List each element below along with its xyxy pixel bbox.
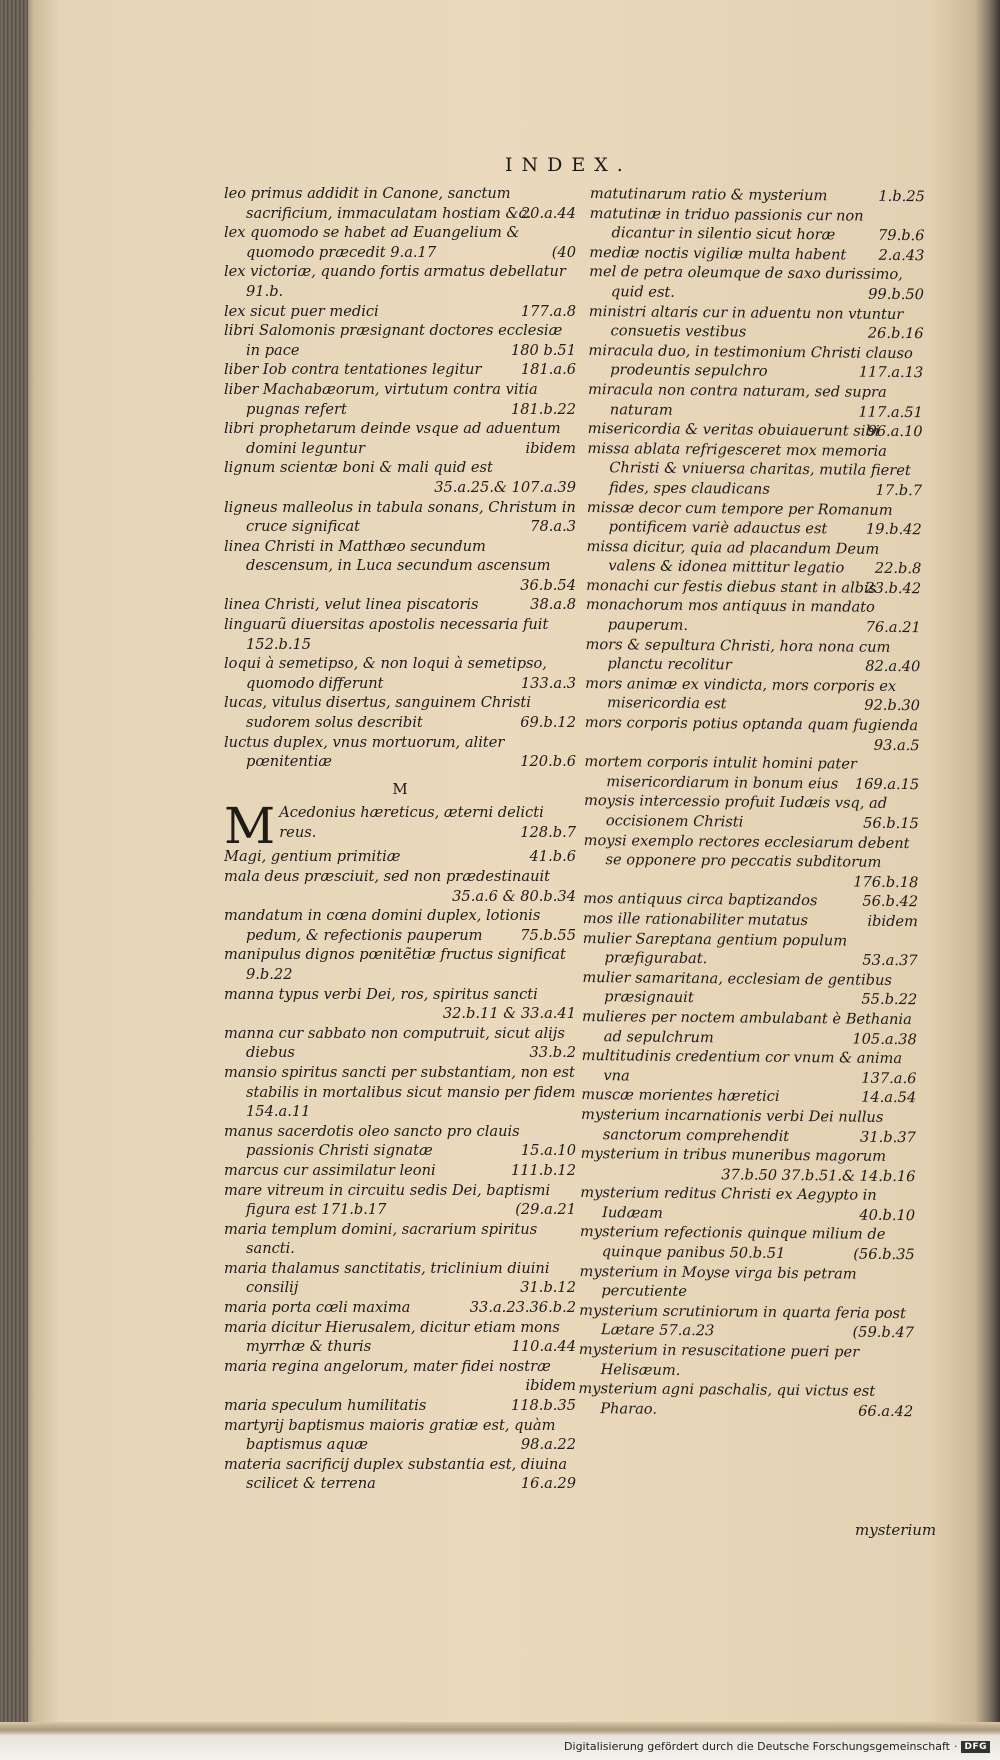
left-column	[224, 184, 576, 1494]
index-entry	[584, 791, 919, 833]
entry-text: monachi cur festis diebus stant in albis	[586, 576, 877, 597]
index-entry	[224, 1122, 576, 1161]
entry-locator: (56.b.35	[853, 1245, 915, 1264]
entry-locator: 15.a.10	[520, 1142, 576, 1160]
index-entry	[224, 321, 576, 360]
entry-locator: ibidem	[525, 1377, 576, 1395]
index-entry	[224, 262, 576, 301]
entry-locator: 23.b.42	[865, 579, 922, 598]
entry-text: mos ille rationabiliter mutatus	[582, 909, 809, 930]
entry-text: leo primus addidit in Canone, sanctum sacrificium, immaculatam hostiam &c.	[224, 185, 532, 222]
entry-text: maria porta cœli maxima	[224, 1299, 411, 1317]
index-entry	[224, 302, 576, 322]
entry-locator: 19.b.42	[865, 520, 922, 539]
entry-text: manipulus dignos pœnitẽtiæ fructus significat 9.b.22	[224, 946, 566, 983]
entry-locator: 105.a.38	[852, 1030, 917, 1048]
entry-locator: 66.a.42	[858, 1402, 914, 1420]
entry-text: lex victoriæ, quando fortis armatus debellatur 91.b.	[224, 263, 566, 300]
index-entry	[224, 1161, 576, 1181]
entry-text: mors corporis potius optanda quam fugienda	[584, 714, 919, 735]
entry-locator: 99.b.50	[868, 285, 925, 304]
entry-text: marcus cur assimilatur leoni	[224, 1161, 436, 1179]
entry-text: mulier Sareptana gentium populum præfigurabat.	[582, 929, 848, 968]
index-entry	[224, 654, 576, 693]
entry-locator: 176.b.18	[853, 873, 919, 891]
entry-text: manna cur sabbato non computruit, sicut alijs diebus	[224, 1024, 565, 1062]
index-entry	[224, 985, 576, 1024]
entry-locator: 117.a.51	[858, 403, 923, 421]
book-page-edge	[0, 0, 28, 1760]
left-entries	[224, 184, 576, 772]
entry-text: mortem corporis intulit homini pater misericordiarum in bonum eius	[584, 753, 858, 793]
entry-locator: 133.a.3	[520, 674, 576, 692]
index-entry	[582, 968, 917, 1010]
entry-text: lex quomodo se habet ad Euangelium & quomodo præcedit 9.a.17	[224, 224, 520, 261]
entry-locator: 120.b.6	[520, 753, 576, 771]
entry-locator: 40.b.10	[859, 1206, 916, 1225]
dfg-logo: DFG	[961, 1741, 990, 1753]
entry-locator: 96.a.10	[867, 422, 923, 441]
entry-locator: 41.b.6	[529, 848, 576, 866]
entry-locator: 1.b.25	[878, 187, 925, 206]
entry-locator: 22.b.8	[874, 560, 922, 578]
index-entry	[224, 1181, 576, 1220]
entry-text: multitudinis credentium cor vnum & anima vna	[581, 1047, 903, 1085]
entry-text: mysterium in Moyse virga bis petram percutiente	[579, 1262, 857, 1301]
entry-text: maria templum domini, sacrarium spiritus sancti.	[224, 1220, 538, 1258]
entry-locator: 75.b.55	[520, 926, 576, 944]
entry-locator: 26.b.16	[867, 324, 924, 343]
entry-locator: 53.a.37	[862, 951, 918, 970]
entry-text: maria thalamus sanctitatis, triclinium diuini consilij	[224, 1259, 550, 1297]
entry-text: manna typus verbi Dei, ros, spiritus sancti	[224, 985, 538, 1003]
right-entries	[578, 184, 925, 1422]
index-entry	[224, 1220, 576, 1259]
drop-cap: M	[224, 797, 276, 856]
entry-locator: ibidem	[867, 912, 919, 931]
index-entry	[580, 1183, 915, 1225]
index-entry	[224, 1455, 576, 1494]
entry-locator: 181.b.22	[510, 400, 576, 418]
index-entry	[224, 945, 576, 984]
index-entry	[581, 1046, 916, 1088]
index-entry	[585, 713, 920, 755]
entry-text: loqui à semetipso, & non loqui à semetipso, quomodo differunt	[224, 655, 547, 692]
index-entry	[589, 262, 924, 304]
entry-text: materia sacrificij duplex substantia est, diuina scilicet & terrena	[224, 1455, 568, 1493]
entry-locator: 79.b.6	[877, 226, 925, 245]
entry-text: missæ decor cum tempore per Romanum pontificem variè adauctus est	[586, 498, 893, 538]
entry-text: mandatum in cœna domini duplex, lotionis pedum, & refectionis pauperum	[224, 907, 541, 944]
index-entry	[224, 867, 576, 906]
entry-text: ministri altaris cur in aduentu non vtuntur consuetis vestibus	[588, 302, 904, 341]
index-entry	[224, 693, 576, 732]
entry-text: missa ablata refrigesceret mox memoria Christi & vniuersa charitas, mutila fieret fides, spes claudicans	[587, 439, 911, 498]
entry-text: mysterium in tribus muneribus magorum	[580, 1145, 887, 1165]
entry-text: mors animæ ex vindicta, mors corporis ex misericordia est	[585, 674, 897, 713]
index-entry	[580, 1222, 915, 1264]
entry-locator: 38.a.8	[530, 596, 576, 614]
entry-locator: 93.a.5	[873, 736, 920, 754]
index-entry	[582, 1007, 917, 1049]
index-entry	[588, 341, 923, 383]
entry-text: Acedonius hæreticus, æterni delicti reus.	[279, 804, 544, 841]
entry-locator: 56.b.42	[862, 893, 919, 911]
entry-locator: 36.b.54	[520, 576, 576, 594]
index-entry	[582, 929, 917, 971]
index-entry	[581, 1105, 916, 1147]
entry-text: mulier samaritana, ecclesiam de gentibus præsignauit	[582, 968, 892, 1007]
index-entry	[224, 847, 576, 867]
entry-locator: 137.a.6	[861, 1069, 917, 1087]
entry-locator: (59.b.47	[852, 1324, 915, 1342]
entry-text: mysterium reditus Christi ex Aegypto in Iudæam	[580, 1184, 877, 1222]
index-entry	[224, 458, 576, 497]
entry-text: mos antiquus circa baptizandos	[583, 890, 818, 910]
entry-text: misericordia & veritas obuiauerunt sibi	[587, 420, 880, 440]
entry-locator: 31.b.12	[520, 1279, 576, 1297]
entry-text: miracula non contra naturam, sed supra naturam	[587, 380, 887, 419]
entry-text: mansio spiritus sancti per substantiam, non est stabilis in mortalibus sicut mansio per fidem 154.a.11	[224, 1063, 576, 1121]
entry-locator: 78.a.3	[530, 518, 576, 536]
entry-text: mysterium agni paschalis, qui victus est Pharao.	[578, 1380, 876, 1418]
entry-text: mysterium refectionis quinque milium de quinque panibus 50.b.51	[579, 1223, 886, 1262]
index-entry	[585, 674, 920, 716]
index-entry	[224, 184, 576, 223]
index-entry	[579, 1340, 914, 1382]
entry-locator: 32.b.11 & 33.a.41	[442, 1005, 576, 1023]
page-title: INDEX.	[505, 154, 632, 176]
index-entry	[588, 302, 923, 344]
index-entry	[224, 733, 576, 772]
entry-text: matutinarum ratio & mysterium	[589, 184, 828, 205]
entry-text: mare vitreum in circuitu sedis Dei, baptismi figura est 171.b.17	[224, 1181, 551, 1219]
right-column	[578, 184, 925, 1422]
index-entry	[224, 419, 576, 458]
entry-locator: ibidem	[525, 439, 576, 457]
section-letter: M	[392, 779, 408, 798]
entry-locator: 111.b.12	[510, 1161, 576, 1179]
entry-locator: 69.b.12	[520, 714, 576, 732]
entry-locator: 35.a.6 & 80.b.34	[452, 887, 576, 905]
credit-text: Digitalisierung gefördert durch die Deutsche Forschungsgemeinschaft	[564, 1740, 950, 1753]
index-entry	[224, 1416, 576, 1455]
m-entries	[224, 847, 576, 1494]
index-entry	[224, 906, 576, 945]
entry-text: mysterium in resuscitatione pueri per Helisæum.	[578, 1340, 860, 1379]
entry-locator: 31.b.37	[860, 1128, 916, 1146]
entry-locator: 177.a.8	[520, 302, 576, 320]
entry-text: libri Salomonis præsignant doctores ecclesiæ in pace	[224, 322, 563, 359]
index-entry	[583, 831, 919, 893]
entry-locator: 33.b.2	[529, 1044, 576, 1062]
index-entry	[590, 184, 925, 207]
entry-text: moysi exemplo rectores ecclesiarum debent se opponere pro peccatis subditorum	[583, 831, 910, 872]
entry-text: maria regina angelorum, mater fidei nostræ	[224, 1357, 551, 1375]
entry-locator: 110.a.44	[511, 1338, 576, 1356]
entry-locator: 98.a.22	[520, 1436, 576, 1454]
index-entry	[224, 537, 576, 596]
entry-locator: 2.a.43	[878, 246, 925, 264]
index-entry	[224, 1318, 576, 1357]
first-m-entry	[224, 797, 576, 856]
entry-locator: 169.a.15	[854, 775, 920, 794]
entry-text: miracula duo, in testimonium Christi clauso prodeuntis sepulchro	[588, 341, 913, 381]
entry-locator: 16.a.29	[520, 1475, 576, 1493]
entry-text: liber Iob contra tentationes legitur	[224, 361, 482, 379]
entry-text: mors & sepultura Christi, hora nona cum planctu recolitur	[585, 635, 891, 674]
entry-locator: 35.a.25.& 107.a.39	[434, 478, 576, 496]
entry-text: matutinæ in triduo passionis cur non dicantur in silentio sicut horæ	[589, 204, 864, 244]
index-entry	[587, 439, 923, 501]
index-entry	[589, 204, 924, 246]
catchword: mysterium	[855, 1521, 937, 1539]
entry-text: lucas, vitulus disertus, sanguinem Christi sudorem solus describit	[224, 694, 531, 732]
entry-locator: 55.b.22	[861, 990, 918, 1009]
index-entry	[224, 380, 576, 419]
entry-text: luctus duplex, vnus mortuorum, aliter pœnitentiæ	[224, 733, 505, 771]
entry-text: mala deus præsciuit, sed non prædestinauit	[224, 868, 551, 885]
index-entry	[585, 635, 920, 677]
index-entry	[224, 360, 576, 380]
index-entry	[224, 595, 576, 615]
index-entry	[587, 497, 922, 539]
index-entry	[586, 595, 921, 637]
entry-locator: 37.b.50 37.b.51.& 14.b.16	[721, 1165, 916, 1185]
entry-text: mysterium scrutiniorum in quarta feria post Lætare 57.a.23	[579, 1301, 906, 1340]
entry-locator: 117.a.13	[858, 363, 924, 382]
entry-text: maria dicitur Hierusalem, dicitur etiam mons myrrhæ & thuris	[224, 1318, 560, 1356]
entry-locator: (40	[551, 243, 576, 261]
entry-text: ligneus malleolus in tabula sonans, Christum in cruce significat	[224, 498, 576, 536]
entry-locator: 56.b.15	[863, 814, 919, 833]
entry-locator: 14.a.54	[861, 1088, 917, 1107]
entry-text: manus sacerdotis oleo sancto pro clauis passionis Christi signatæ	[224, 1122, 520, 1160]
entry-locator: 180 b.51	[510, 341, 576, 359]
index-entry	[224, 498, 576, 537]
entry-text: liber Machabæorum, virtutum contra vitia pugnas refert	[224, 380, 538, 418]
entry-locator: 128.b.7	[520, 824, 576, 841]
entry-locator: 76.a.21	[865, 618, 921, 637]
entry-text: maria speculum humilitatis	[224, 1397, 427, 1415]
entry-text: mediæ noctis vigiliæ multa habent	[589, 243, 847, 264]
index-entry	[588, 380, 923, 422]
index-entry	[578, 1379, 913, 1421]
index-entry	[224, 615, 576, 654]
entry-locator: (29.a.21	[515, 1201, 576, 1219]
entry-text: Magi, gentium primitiæ	[224, 848, 401, 866]
entry-text: lignum scientæ boni & mali quid est	[224, 459, 493, 477]
digitization-credit: Digitalisierung gefördert durch die Deutsche Forschungsgemeinschaft · DFG	[564, 1740, 990, 1753]
entry-text: monachorum mos antiquus in mandato pauperum.	[585, 596, 875, 635]
index-entry	[224, 1024, 576, 1063]
index-entry	[579, 1301, 914, 1343]
entry-locator: 20.a.44	[520, 204, 576, 222]
entry-text: mysterium incarnationis verbi Dei nullus sanctorum comprehendit	[580, 1105, 884, 1145]
entry-locator: 82.a.40	[865, 657, 921, 676]
index-entry	[224, 1357, 576, 1396]
entry-text: lex sicut puer medici	[224, 302, 379, 320]
entry-text: mulieres per noctem ambulabant è Bethania ad sepulchrum	[581, 1007, 912, 1046]
index-entry	[224, 1259, 576, 1298]
index-entry	[586, 537, 921, 579]
entry-text: libri prophetarum deinde vsque ad aduentum domini leguntur	[224, 420, 561, 457]
index-entry	[224, 1396, 576, 1416]
entry-text: mel de petra oleumque de saxo durissimo, quid est.	[589, 263, 903, 301]
entry-text: moysis intercessio profuit Iudæis vsq, ad occisionem Christi	[583, 792, 888, 831]
entry-locator: 33.a.23.36.b.2	[469, 1299, 576, 1317]
entry-text: muscæ morientes hæretici	[581, 1086, 780, 1106]
index-entry	[584, 752, 919, 794]
entry-text: linea Christi in Matthæo secundum descensum, in Luca secundum ascensum	[224, 537, 551, 575]
entry-text: linea Christi, velut linea piscatoris	[224, 596, 479, 614]
entry-locator: 92.b.30	[864, 697, 921, 715]
entry-locator: 181.a.6	[520, 361, 576, 379]
entry-text: martyrij baptismus maioris gratiæ est, quàm baptismus aquæ	[224, 1416, 556, 1454]
index-entry	[583, 909, 918, 932]
index-entry	[224, 1298, 576, 1318]
entry-locator: 118.b.35	[510, 1397, 576, 1415]
index-entry	[579, 1262, 914, 1304]
index-entry	[580, 1144, 915, 1186]
index-entry	[224, 1063, 576, 1122]
index-entry	[224, 223, 576, 262]
entry-text: linguarũ diuersitas apostolis necessaria fuit 152.b.15	[224, 616, 549, 653]
entry-locator: 17.b.7	[875, 481, 923, 500]
entry-text: missa dicitur, quia ad placandum Deum valens & idonea mittitur legatio	[586, 537, 880, 577]
